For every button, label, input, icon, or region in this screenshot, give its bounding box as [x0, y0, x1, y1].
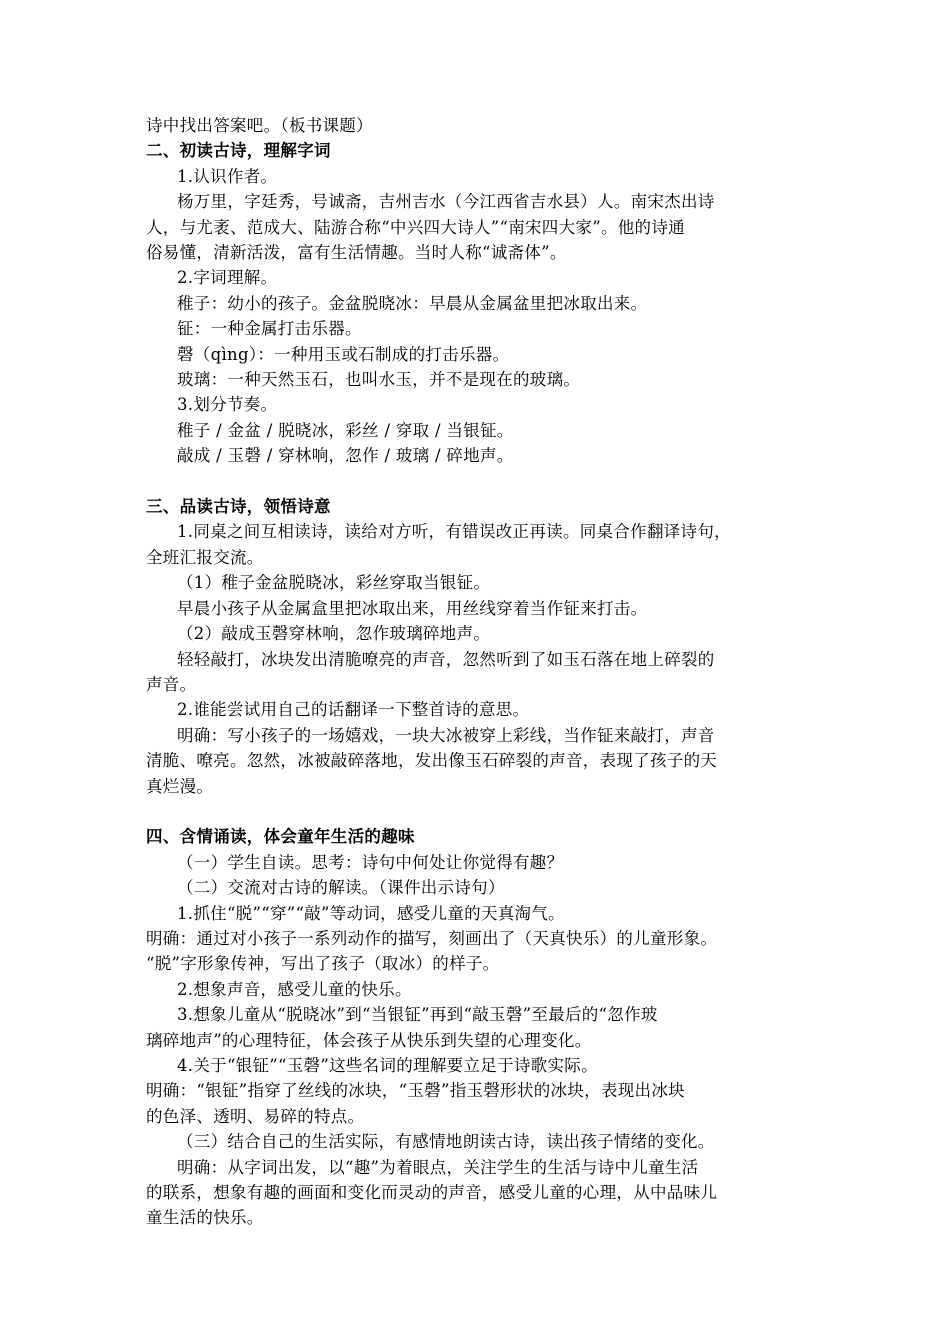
clarification: 明确：“银钲”指穿了丝线的冰块，“玉磬”指玉磬形状的冰块，表现出冰块 — [146, 1081, 685, 1101]
paragraph: 俗易懂，清新活泼，富有生活情趣。当时人称“诚斋体”。 — [146, 243, 567, 263]
clarification: 明确：从字词出发，以“趣”为着眼点，关注学生的生活与诗中儿童生活 — [177, 1157, 699, 1177]
document-page — [146, 113, 810, 1231]
clarification: 清脆、嘹亮。忽然，冰被敲碎落地，发出像玉石碎裂的声音，表现了孩子的天 — [146, 751, 718, 771]
paragraph: 1.同桌之间互相读诗，读给对方听，有错误改正再读。同桌合作翻译诗句， — [177, 522, 731, 542]
paragraph: （一）学生自读。思考：诗句中何处让你觉得有趣？ — [177, 852, 564, 872]
paragraph: （二）交流对古诗的解读。（课件出示诗句） — [177, 878, 505, 898]
clarification: 的联系，想象有趣的画面和变化而灵动的声音，感受儿童的心理，从中品味儿 — [146, 1183, 718, 1203]
rhythm-line: 敲成 / 玉磬 / 穿林响，忽作 / 玻璃 / 碎地声。 — [177, 446, 514, 466]
translation: 轻轻敲打，冰块发出清脆嘹亮的声音，忽然听到了如玉石落在地上碎裂的 — [177, 649, 715, 669]
section-3-heading: 三、品读古诗，领悟诗意 — [146, 497, 331, 517]
word-definition: 玻璃：一种天然玉石，也叫水玉，并不是现在的玻璃。 — [177, 370, 581, 390]
poem-line: （2）敲成玉磬穿林响，忽作玻璃碎地声。 — [177, 624, 491, 644]
paragraph: 3.划分节奏。 — [177, 395, 278, 415]
blank-line — [146, 799, 810, 824]
paragraph: 杨万里，字廷秀，号诚斋，吉州吉水（今江西省吉水县）人。南宋杰出诗 — [177, 192, 715, 212]
clarification: 明确：通过对小孩子一系列动作的描写，刻画出了（天真快乐）的儿童形象。 — [146, 928, 718, 948]
blank-line — [146, 469, 810, 494]
clarification: 真烂漫。 — [146, 776, 214, 796]
word-definition: 稚子：幼小的孩子。金盆脱晓冰：早晨从金属盆里把冰取出来。 — [177, 293, 648, 313]
clarification: 童生活的快乐。 — [146, 1208, 264, 1228]
paragraph: 人，与尤袤、范成大、陆游合称“中兴四大诗人”“南宋四大家”。他的诗通 — [146, 217, 685, 237]
paragraph: 1.抓住“脱”“穿”“敲”等动词，感受儿童的天真淘气。 — [177, 903, 565, 923]
translation: 早晨小孩子从金属盒里把冰取出来，用丝线穿着当作钲来打击。 — [177, 598, 648, 618]
paragraph: （三）结合自己的生活实际，有感情地朗读古诗，读出孩子情绪的变化。 — [177, 1132, 715, 1152]
paragraph: 璃碎地声”的心理特征，体会孩子从快乐到失望的心理变化。 — [146, 1030, 592, 1050]
rhythm-line: 稚子 / 金盆 / 脱晓冰，彩丝 / 穿取 / 当银钲。 — [177, 420, 514, 440]
word-definition: 钲：一种金属打击乐器。 — [177, 319, 362, 339]
paragraph: 2.想象声音，感受儿童的快乐。 — [177, 979, 412, 999]
paragraph: 2.字词理解。 — [177, 268, 278, 288]
word-definition: 磬（qìng）：一种用玉或石制成的打击乐器。 — [177, 344, 510, 364]
paragraph: 全班汇报交流。 — [146, 547, 264, 567]
intro-line: 诗中找出答案吧。（板书课题） — [146, 116, 373, 135]
clarification: “脱”字形象传神，写出了孩子（取冰）的样子。 — [146, 954, 500, 974]
clarification: 的色泽、透明、易碎的特点。 — [146, 1106, 365, 1126]
section-2-heading: 二、初读古诗，理解字词 — [146, 141, 331, 161]
translation: 声音。 — [146, 674, 197, 694]
paragraph: 1.认识作者。 — [177, 166, 278, 186]
paragraph: 3.想象儿童从“脱晓冰”到“当银钲”再到“敲玉磬”至最后的“忽作玻 — [177, 1005, 658, 1025]
poem-line: （1）稚子金盆脱晓冰，彩丝穿取当银钲。 — [177, 573, 491, 593]
clarification: 明确：写小孩子的一场嬉戏，一块大冰被穿上彩线，当作钲来敲打，声音 — [177, 725, 715, 745]
section-4-heading: 四、含情诵读，体会童年生活的趣味 — [146, 827, 415, 847]
paragraph: 4.关于“银钲”“玉磬”这些名词的理解要立足于诗歌实际。 — [177, 1056, 598, 1075]
paragraph: 2.谁能尝试用自己的话翻译一下整首诗的意思。 — [177, 700, 530, 720]
